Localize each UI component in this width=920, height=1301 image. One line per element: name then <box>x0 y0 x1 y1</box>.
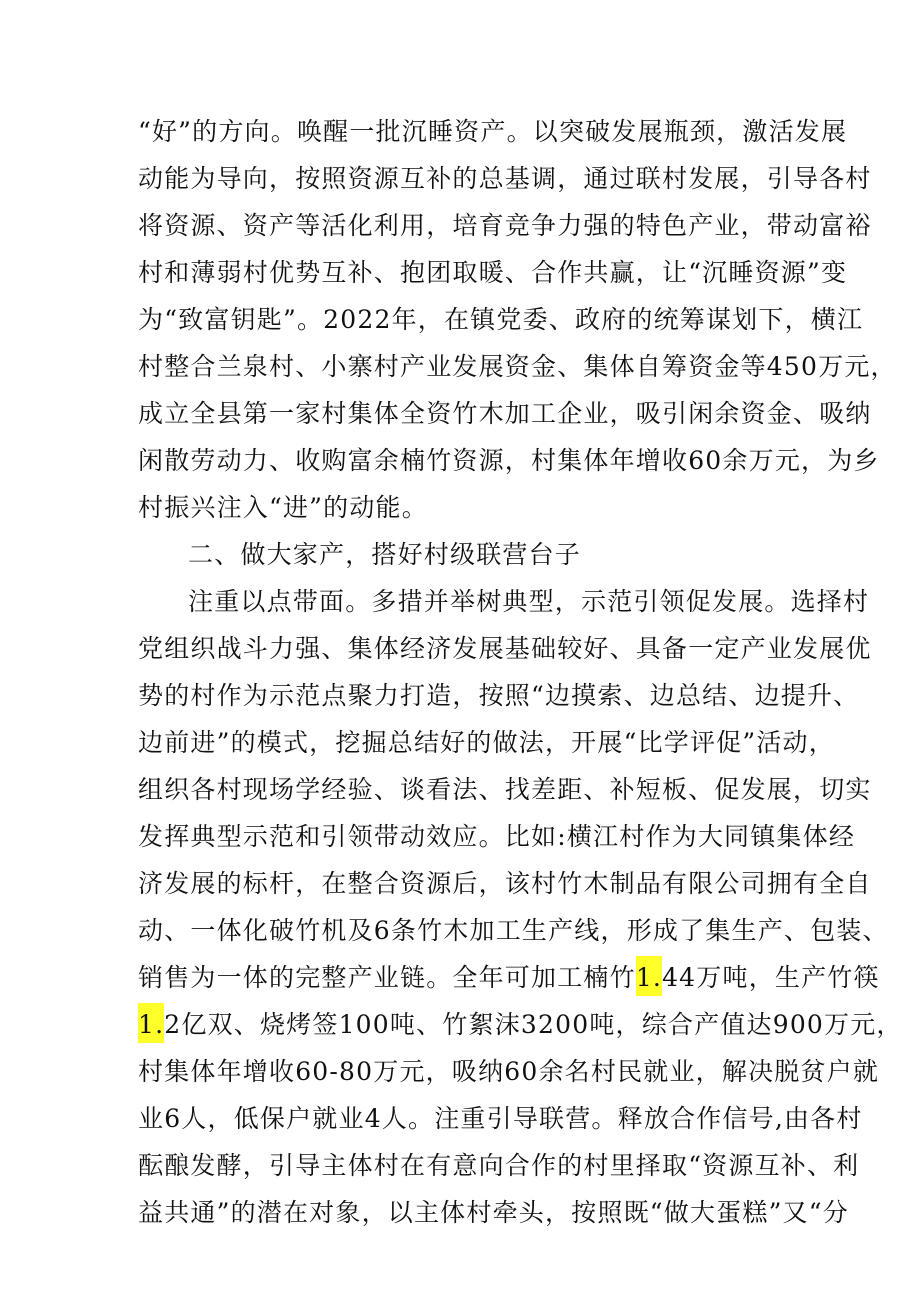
body-text-line: 益共通”的潜在对象，以主体村牵头，按照既“做大蛋糕”又“分 <box>138 1198 849 1227</box>
body-text-line: 村振兴注入“进”的动能。 <box>138 493 428 522</box>
body-text-line <box>138 962 880 994</box>
body-text-line <box>138 1009 903 1041</box>
body-text-line: 村整合兰泉村、小寨村产业发展资金、集体自筹资金等450万元， <box>138 352 897 381</box>
text-span: 2亿双、烧烤签100吨、竹絮沫3200吨，综合产值达900万元， <box>164 1010 903 1039</box>
body-text-line: 势的村作为示范点聚力打造，按照“边摸索、边总结、边提升、 <box>138 681 860 710</box>
body-text-line: 边前进”的模式，挖掘总结好的做法，开展“比学评促”活动， <box>138 728 835 757</box>
body-text-line: 济发展的标杆，在整合资源后，该村竹木制品有限公司拥有全自 <box>138 869 872 898</box>
body-text-line: 闲散劳动力、收购富余楠竹资源，村集体年增收60余万元，为乡 <box>138 446 880 475</box>
body-text-line: 成立全县第一家村集体全资竹木加工企业，吸引闲余资金、吸纳 <box>138 399 872 428</box>
text-span: 44万吨，生产竹筷 <box>662 963 880 992</box>
body-text-line: 组织各村现场学经验、谈看法、找差距、补短板、促发展，切实 <box>138 775 872 804</box>
highlighted-text: 1. <box>138 1003 164 1043</box>
text-span: 销售为一体的完整产业链。全年可加工楠竹 <box>138 963 636 992</box>
body-text-line: 业6人，低保户就业4人。注重引导联营。释放合作信号,由各村 <box>138 1104 863 1133</box>
body-text-line: 将资源、资产等活化利用，培育竞争力强的特色产业，带动富裕 <box>138 211 872 240</box>
body-text-line: 为“致富钥匙”。2022年，在镇党委、政府的统筹谋划下，横江 <box>138 305 864 334</box>
body-text-line: 村和薄弱村优势互补、抱团取暖、合作共赢，让“沉睡资源”变 <box>138 258 848 287</box>
body-text-line: 动能为导向，按照资源互补的总基调，通过联村发展，引导各村 <box>138 164 872 193</box>
body-text-line: 酝酿发酵，引导主体村在有意向合作的村里择取“资源互补、利 <box>138 1151 860 1180</box>
body-text-line: 党组织战斗力强、集体经济发展基础较好、具备一定产业发展优 <box>138 634 872 663</box>
body-text-line: “好”的方向。唤醒一批沉睡资产。以突破发展瓶颈，激活发展 <box>138 117 848 146</box>
body-text-line: 注重以点带面。多措并举树典型，示范引领促发展。选择村 <box>188 587 870 616</box>
body-text-line: 村集体年增收60-80万元，吸纳60余名村民就业，解决脱贫户就 <box>138 1057 880 1086</box>
body-text-line: 动、一体化破竹机及6条竹木加工生产线，形成了集生产、包装、 <box>138 916 889 945</box>
highlighted-text: 1. <box>636 956 662 996</box>
section-heading: 二、做大家产，搭好村级联营台子 <box>188 540 582 569</box>
body-text-line: 发挥典型示范和引领带动效应。比如:横江村作为大同镇集体经 <box>138 822 856 851</box>
